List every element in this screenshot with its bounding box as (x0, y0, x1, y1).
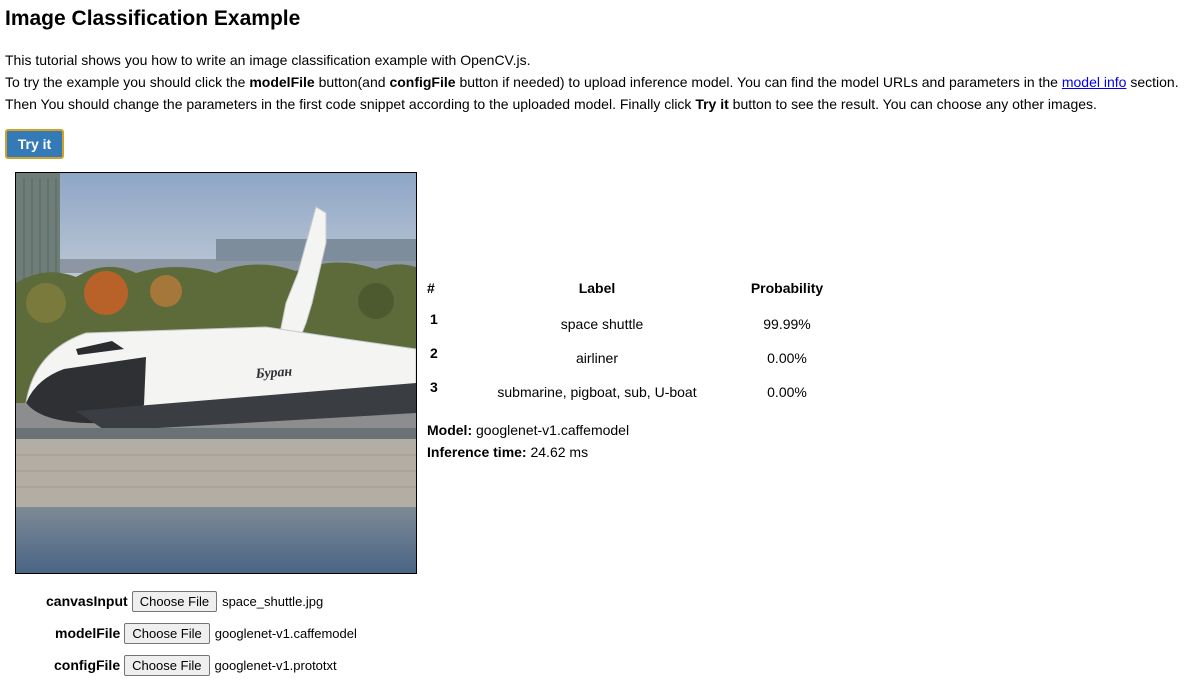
row-2-label: airliner (575, 350, 618, 366)
model-info (427, 419, 629, 463)
canvas-input-filename: space_shuttle.jpg (222, 593, 324, 609)
intro-line-1: This tutorial shows you how to write an image classification example with OpenCV.js. (5, 52, 531, 68)
header-label: Label (578, 280, 616, 296)
intro-line-2-part-1: To try the example you should click the (5, 74, 250, 90)
model-label: Model: (427, 422, 473, 438)
row-1-num: 1 (430, 311, 438, 327)
space-shuttle-image (16, 173, 416, 573)
autumn-tree (150, 275, 182, 307)
header-probability: Probability (750, 280, 824, 296)
inference-time-label: Inference time: (427, 444, 527, 460)
page-title: Image Classification Example (5, 7, 301, 30)
intro-line-2-part-4: section. (1126, 74, 1179, 90)
row-3-label: submarine, pigboat, sub, U-boat (497, 384, 697, 400)
inference-time-value: 24.62 ms (530, 444, 589, 460)
intro-line-3-part-1: Then You should change the parameters in the first code snippet according to the uploaded model. Finally click (5, 96, 696, 112)
row-3-prob: 0.00% (767, 384, 807, 400)
railing (16, 428, 416, 440)
intro-line-3 (5, 93, 1179, 115)
model-file-filename: googlenet-v1.caffemodel (214, 625, 357, 641)
model-file-bold: modelFile (249, 74, 315, 90)
model-file-choose-file-button[interactable]: Choose File (124, 623, 209, 644)
config-file-row (54, 654, 337, 676)
intro-line-2-part-2: button(and (314, 74, 390, 90)
shuttle-name-text: Буран (255, 364, 293, 382)
config-file-label: configFile (54, 657, 121, 673)
canvas-input-label: canvasInput (46, 593, 128, 609)
tree (358, 283, 394, 319)
model-info-link[interactable]: model info (1061, 74, 1127, 90)
try-it-bold: Try it (695, 96, 729, 112)
row-3-num: 3 (430, 379, 438, 395)
try-it-button[interactable]: Try it (5, 129, 64, 159)
canvas-input (15, 172, 417, 574)
inference-time-line (427, 441, 629, 463)
intro-line-2 (5, 71, 1179, 93)
model-file-row (55, 622, 357, 644)
canvas-input-choose-file-button[interactable]: Choose File (132, 591, 217, 612)
header-num: # (427, 280, 435, 296)
model-file-label: modelFile (55, 625, 121, 641)
tree (26, 283, 66, 323)
config-file-choose-file-button[interactable]: Choose File (124, 655, 209, 676)
intro-line-3-part-2: button to see the result. You can choose any other images. (728, 96, 1097, 112)
config-file-filename: googlenet-v1.prototxt (214, 657, 337, 673)
row-2-prob: 0.00% (767, 350, 807, 366)
row-1-label: space shuttle (560, 316, 644, 332)
canvas-input-row (46, 590, 323, 612)
water (16, 507, 416, 573)
intro-text (5, 49, 1179, 115)
model-value: googlenet-v1.caffemodel (476, 422, 630, 438)
intro-line-2-part-3: button if needed) to upload inference model. You can find the model URLs and parameters in the (455, 74, 1062, 90)
model-line (427, 419, 629, 441)
autumn-tree (84, 271, 128, 315)
config-file-bold: configFile (389, 74, 456, 90)
row-1-prob: 99.99% (763, 316, 811, 332)
stone-wall (16, 439, 416, 507)
row-2-num: 2 (430, 345, 438, 361)
